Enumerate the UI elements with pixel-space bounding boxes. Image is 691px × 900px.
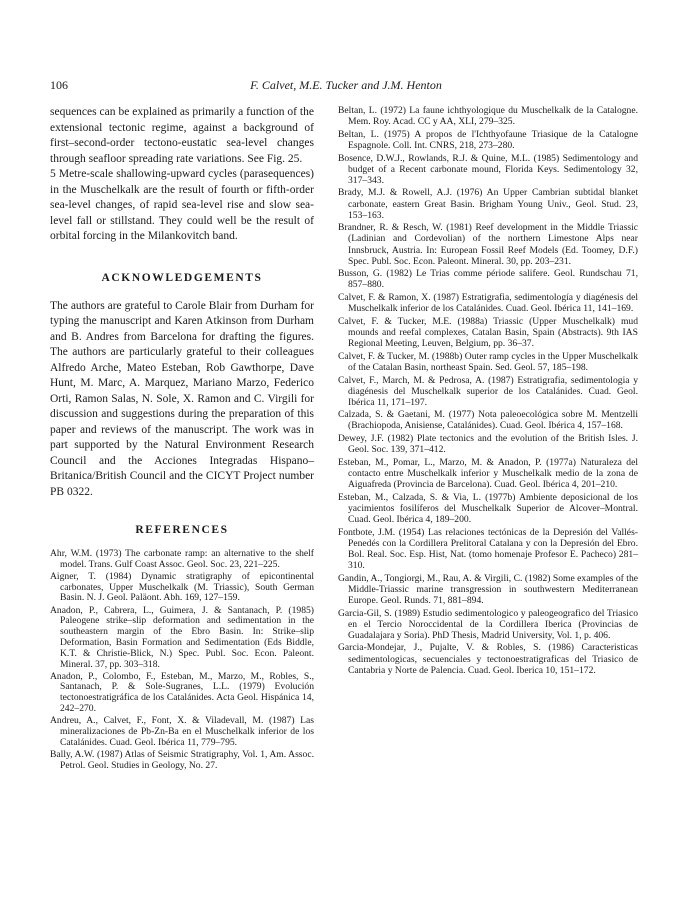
- page-header: [50, 78, 642, 96]
- reference-entry: Bosence, D.W.J., Rowlands, R.J. & Quine, M.L. (1985) Sedimentology and budget of a Recent carbonate mound, Florida Keys. Sedimentology 32, 317–343.: [338, 152, 638, 186]
- reference-entry: Gandin, A., Tongiorgi, M., Rau, A. & Virgili, C. (1982) Some examples of the Middle-Triassic marine transgression in southwestern Mediterranean Europe. Geol. Runds. 71, 881–894.: [338, 572, 638, 606]
- reference-entry: Bally, A.W. (1987) Atlas of Seismic Stratigraphy, Vol. 1, Am. Assoc. Petrol. Geol. Studies in Geology, No. 27.: [50, 748, 314, 771]
- reference-entry: Beltan, L. (1975) A propos de l'Ichthyofaune Triasique de la Catalogne Espagnole. Coll. Int. CNRS, 218, 273–280.: [338, 128, 638, 151]
- reference-entry: Esteban, M., Calzada, S. & Via, L. (1977b) Ambiente deposicional de los yacimientos fosilíferos del Muschelkalk Superior de Alcover–Montral. Cuad. Geol. Ibérica 4, 189–200.: [338, 491, 638, 525]
- reference-entry: Busson, G. (1982) Le Trias comme période salifere. Geol. Rundschau 71, 857–880.: [338, 268, 638, 291]
- reference-entry: Dewey, J.F. (1982) Plate tectonics and the evolution of the British Isles. J. Geol. Soc. 139, 371–412.: [338, 433, 638, 456]
- reference-entry: Calvet, F. & Ramon, X. (1987) Estratigrafia, sedimentología y diagénesis del Muschelkalk inferior de los Catalánides. Cuad. Geol. Ibérica 11, 141–169.: [338, 292, 638, 315]
- references-heading: REFERENCES: [135, 524, 229, 536]
- reference-list-left: [50, 549, 314, 771]
- right-column: [338, 105, 638, 677]
- reference-entry: Esteban, M., Pomar, L., Marzo, M. & Anadon, P. (1977a) Naturaleza del contacto entre Muschelkalk inferior y Muschelkalk medio de la zona de Aiguafreda (Provincia de Barcelona). Cuad. Geol. Ibérica 4, 201–210.: [338, 456, 638, 491]
- acknowledgements-heading: ACKNOWLEDGEMENTS: [101, 271, 263, 284]
- reference-entry: Aigner, T. (1984) Dynamic stratigraphy of epicontinental carbonates, Upper Muschelkalk (M. Triassic), South German Basin. N. J. Geol. Paläont. Abh. 169, 127–159.: [50, 570, 314, 604]
- left-column: [50, 105, 314, 773]
- page-number: 106: [50, 78, 68, 92]
- reference-entry: Brandner, R. & Resch, W. (1981) Reef development in the Middle Triassic (Ladinian and Cordevolian) of the northern Limestone Alps near Innsbruck, Austria. In: European Fossil Reef Models (Ed. Toomey, D.F.) Spec. Publ. Soc. Econ. Paleont. Mineral. 30, pp. 203–231.: [338, 222, 638, 267]
- reference-entry: Andreu, A., Calvet, F., Font, X. & Viladevall, M. (1987) Las mineralizaciones de Pb-Zn-Ba en el Muschelkalk inferior de los Catalánides. Cuad. Geol. Ibérica 11, 779–795.: [50, 715, 314, 748]
- intro-paragraph: sequences can be explained as primarily a function of the extensional tectonic regime, against a background of first–second-order tectono-eustatic sea-level changes through seafloor spreading rate variations. See Fig. 25.: [50, 106, 314, 165]
- reference-entry: Brady, M.J. & Rowell, A.J. (1976) An Upper Cambrian subtidal blanket carbonate, eastern Great Basin. Brigham Young Univ., Geol. Stud. 23, 153–163.: [338, 187, 638, 221]
- reference-entry: Calzada, S. & Gaetani, M. (1977) Nota paleoecológica sobre M. Mentzelli (Brachiopoda, Anisiense, Catalánides). Cuad. Geol. Ibérica 4, 157–168.: [338, 409, 638, 432]
- reference-entry: Calvet, F. & Tucker, M. (1988b) Outer ramp cycles in the Upper Muschelkalk of the Catalan Basin, northeast Spain. Sed. Geol. 57, 185–198.: [338, 350, 638, 373]
- reference-entry: Beltan, L. (1972) La faune ichthyologique du Muschelkalk de la Catalogne. Mem. Roy. Acad. CC y AA, XLI, 279–325.: [338, 105, 638, 128]
- acknowledgements-text: The authors are grateful to Carole Blair from Durham for typing the manuscript and Karen Atkinson from Durham and B. Andres from Barcelona for drafting the figures. The authors are particularly grateful to their colleagues Alfredo Arche, Mateo Esteban, Rob Gawthorpe, Dave Hunt, M. Marc, A. Marquez, Mariano Marzo, Federico Orti, Ramon Salas, N. Sole, X. Ramon and C. Virgili for discussion and suggestions during the preparation of this paper and reviews of the manuscript. The work was in part supported by the Natural Environment Research Council and the Acciones Integradas Hispano–Britanica/British Council and the CICYT Project number PB 0322.: [50, 299, 314, 498]
- reference-entry: Garcia-Mondejar, J., Pujalte, V. & Robles, S. (1986) Caracteristicas sedimentologicas, secuenciales y tectonoestratigraficas del Triasico de Cantabria y Norte de Palencia. Cuad. Geol. Iberica 10, 151–172.: [338, 642, 638, 676]
- reference-entry: Ahr, W.M. (1973) The carbonate ramp: an alternative to the shelf model. Trans. Gulf Coast Assoc. Geol. Soc. 23, 221–225.: [50, 548, 314, 570]
- reference-entry: Anadon, P., Cabrera, L., Guimera, J. & Santanach, P. (1985) Paleogene strike–slip deformation and sedimentation in the southeastern margin of the Ebro Basin. In: Strike–slip Deformation, Basin Formation and Sedimentation (Eds Biddle, K.T. & Christie-Blick, N.) Spec. Publ. Soc. Econ. Paleont. Mineral. 37, pp. 303–318.: [50, 604, 314, 670]
- reference-entry: Calvet, F. & Tucker, M.E. (1988a) Triassic (Upper Muschelkalk) mud mounds and reefal complexes, Catalan Basin, Spain (Abstracts). 9th IAS Regional Meeting, Leuven, Belgium, pp. 36–37.: [338, 315, 638, 350]
- reference-entry: Calvet, F., March, M. & Pedrosa, A. (1987) Estratigrafia, sedimentologia y diagénesis del Muschelkalk superior de los Catalánides. Cuad. Geol. Ibérica 11, 171–197.: [338, 374, 638, 408]
- intro-paragraph: 5 Metre-scale shallowing-upward cycles (parasequences) in the Muschelkalk are the result of fourth or fifth-order sea-level changes, of rapid sea-level rise and slow sea-level fall or stillstand. They could well be the result of orbital forcing in the Milankovitch band.: [50, 168, 314, 242]
- reference-list-right: [338, 105, 638, 676]
- reference-entry: Garcia-Gil, S. (1989) Estudio sedimentologico y paleogeografico del Triasico en el Tercio Noroccidental de la Cordillera Iberica (Provincias de Guadalajara y Soria). PhD Thesis, Madrid University, Vol. 1, p. 406.: [338, 607, 638, 641]
- reference-entry: Fontbote, J.M. (1954) Las relaciones tectónicas de la Depresión del Vallés-Penedés con la Cordillera Prelitoral Catalana y con la Depresión del Ebro. Bol. Real. Soc. Esp. Hist, Nat. (tomo homenaje Profesor E. Pacheco) 281–310.: [338, 526, 638, 571]
- reference-entry: Anadon, P., Colombo, F., Esteban, M., Marzo, M., Robles, S., Santanach, P. & Sole-Sugranes, L.L. (1979) Evolución tectonoestratigráfica de los Catalánides. Acta Geol. Hispánica 14, 242–270.: [50, 670, 314, 715]
- running-title: F. Calvet, M.E. Tucker and J.M. Henton: [250, 78, 442, 92]
